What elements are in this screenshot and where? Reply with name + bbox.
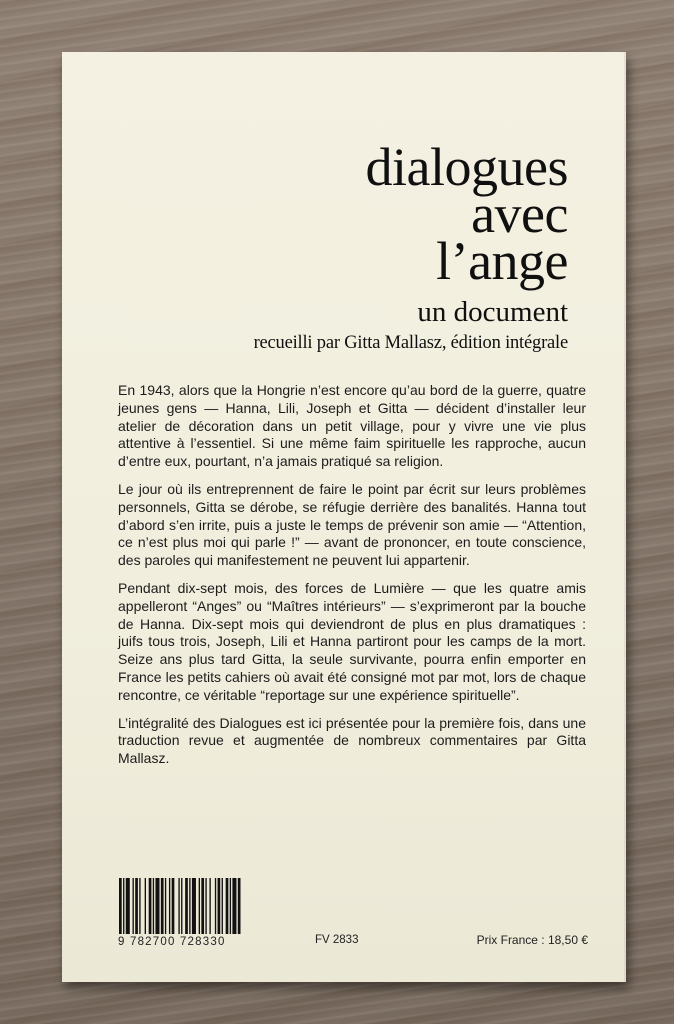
blurb-paragraph: En 1943, alors que la Hongrie n’est encore qu’au bord de la guerre, quatre jeunes gens — Hanna, Lili, Joseph et Gitta — décident d’installer leur atelier de décoration dans un petit village, pour y vivre une vie plus attentive à l’essentiel. Si une même faim spirituelle les rapproche, aucun d’entre eux, pourtant, n’a jamais pratiqué sa religion.	[118, 382, 586, 470]
book-title-line-1: dialogues	[365, 137, 568, 197]
barcode-bar	[165, 878, 166, 934]
book-back-cover	[62, 52, 626, 982]
barcode-icon	[118, 878, 296, 934]
book-title-line-2: avec	[471, 184, 568, 244]
barcode-bar	[185, 878, 188, 934]
barcode-bar	[189, 878, 190, 934]
blurb	[118, 382, 586, 778]
barcode-bar	[135, 878, 138, 934]
barcode-bar	[139, 878, 140, 934]
barcode-bar	[232, 878, 236, 934]
barcode-bar	[153, 878, 154, 934]
barcode-bar	[238, 878, 241, 934]
barcode-bar	[155, 878, 159, 934]
barcode-bar	[145, 878, 146, 934]
barcode-bar	[222, 878, 223, 934]
barcode-bar	[209, 878, 210, 934]
blurb-paragraph: Le jour où ils entreprennent de faire le point par écrit sur leurs problèmes personnels, Gitta se dérobe, se réfugie derrière des banalités. Hanna tout d’abord s’en irrite, puis a juste le temps de prévenir son amie — “Attention, ce n’est plus moi qui parle !” — avant de prononcer, en toute conscience, des paroles qui manifestement ne peuvent lui appartenir.	[118, 480, 586, 569]
barcode-bar	[178, 878, 179, 934]
book-title-line-3: l’ange	[436, 231, 568, 291]
barcode-bar	[201, 878, 204, 934]
barcode-bar	[199, 878, 200, 934]
barcode-bar	[149, 878, 152, 934]
barcode-bar	[172, 878, 175, 934]
barcode-bar	[119, 878, 122, 934]
isbn-number: 9 782700 728330	[118, 936, 226, 948]
book-credit: recueilli par Gitta Mallasz, édition intégrale	[253, 333, 568, 353]
book-subtitle: un document	[417, 296, 568, 328]
barcode-bar	[126, 878, 130, 934]
blurb-paragraph: Pendant dix-sept mois, des forces de Lumière — que les quatre amis appelleront “Anges” ou “Maîtres intérieurs” — s’exprimeront par la bouche de Hanna. Dix-sept mois qui deviendront de plus en plus dramatiques : juifs tous trois, Joseph, Lili et Hanna partiront pour les camps de la mort. Seize ans plus tard Gitta, la seule survivante, pourra enfin emporter en France les petits cahiers où avait été consigné mot par mot, lors de chaque rencontre, ce véritable “reportage sur une expérience spirituelle”.	[118, 579, 586, 703]
product-code: FV 2833	[315, 934, 359, 946]
barcode-bar	[215, 878, 216, 934]
barcode-bar	[230, 878, 231, 934]
barcode-bar	[123, 878, 124, 934]
barcode-bar	[192, 878, 196, 934]
barcode-bar	[133, 878, 134, 934]
barcode-bar	[161, 878, 164, 934]
title-block	[253, 137, 568, 355]
barcode-bar	[205, 878, 206, 934]
barcode-bar	[169, 878, 170, 934]
barcode-block	[118, 878, 296, 948]
blurb-paragraph: L’intégralité des Dialogues est ici présentée pour la première fois, dans une traduction revue et augmentée de nombreux commentaires par Gitta Mallasz.	[118, 714, 586, 767]
price-label: Prix France : 18,50 €	[476, 933, 588, 947]
barcode-bar	[181, 878, 182, 934]
barcode-bar	[218, 878, 221, 934]
barcode-bar	[226, 878, 229, 934]
